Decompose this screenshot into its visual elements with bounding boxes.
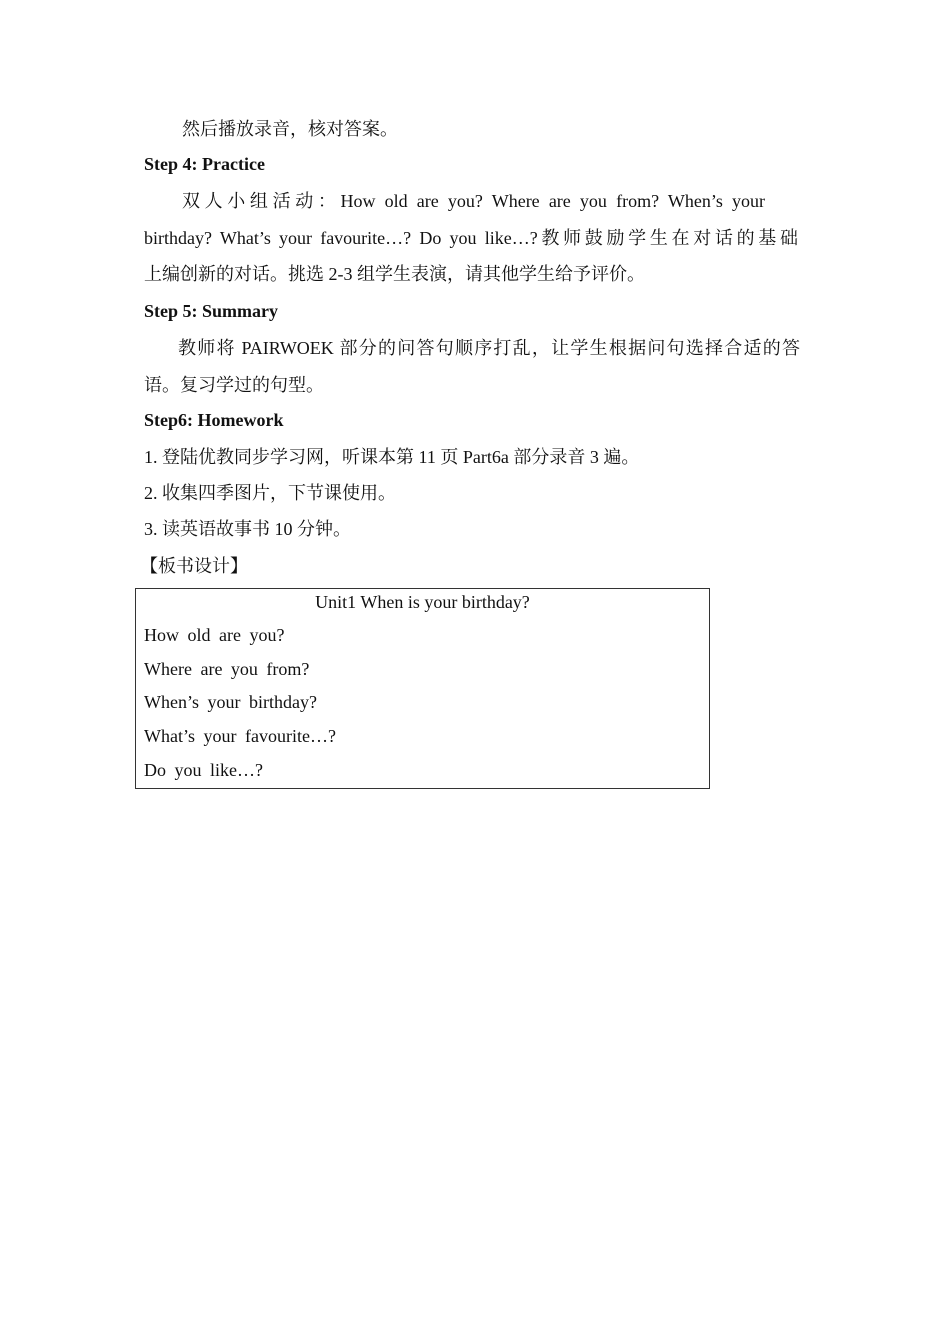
homework-item: 2. 收集四季图片，下节课使用。 <box>144 483 396 503</box>
board-row: How old are you? <box>144 625 285 645</box>
paragraph-line: birthday? What’s your favourite…? Do you like…?教师鼓励学生在对话的基础 <box>144 228 798 248</box>
paragraph-line: 双人小组活动：How old are you? Where are you from? When’s your <box>182 191 765 211</box>
paragraph-line: 教师将 PAIRWOEK 部分的问答句顺序打乱，让学生根据问句选择合适的答 <box>178 338 800 358</box>
board-design-box <box>135 588 710 789</box>
step6-heading: Step6: Homework <box>144 410 284 430</box>
board-row: When’s your birthday? <box>144 692 317 712</box>
board-title: Unit1 When is your birthday? <box>315 592 530 612</box>
paragraph-line: 上编创新的对话。挑选 2-3 组学生表演，请其他学生给予评价。 <box>144 264 645 284</box>
paragraph-line: 然后播放录音，核对答案。 <box>182 119 398 139</box>
board-row: Where are you from? <box>144 659 310 679</box>
board-design-heading: 【板书设计】 <box>140 556 248 576</box>
board-row: Do you like…? <box>144 760 263 780</box>
step5-heading: Step 5: Summary <box>144 301 278 321</box>
step4-heading: Step 4: Practice <box>144 154 265 174</box>
homework-item: 1. 登陆优教同步学习网，听课本第 11 页 Part6a 部分录音 3 遍。 <box>144 447 640 467</box>
paragraph-line: 语。复习学过的句型。 <box>144 375 324 395</box>
homework-item: 3. 读英语故事书 10 分钟。 <box>144 519 351 539</box>
board-row: What’s your favourite…? <box>144 726 336 746</box>
